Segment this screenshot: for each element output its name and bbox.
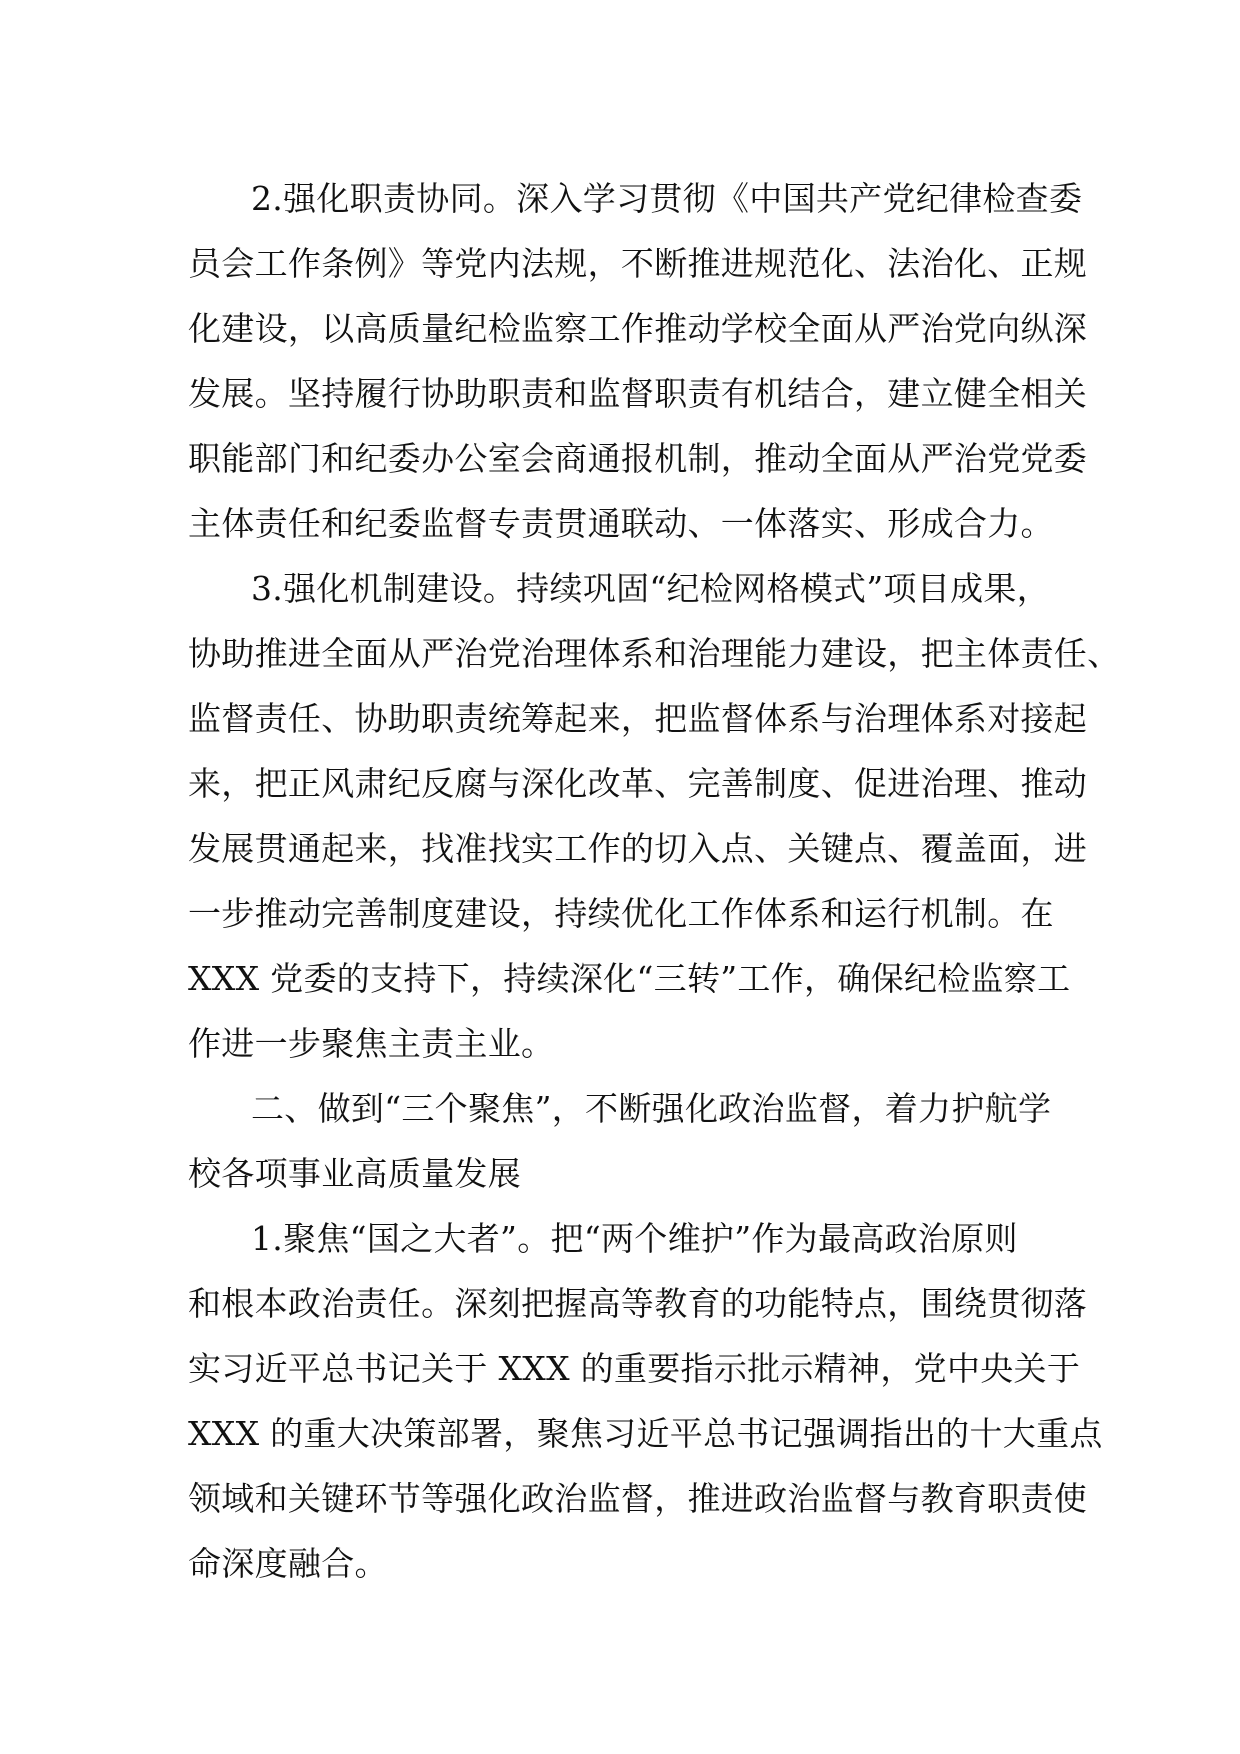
paragraph-line: 来，把正风肃纪反腐与深化改革、完善制度、促进治理、推动 [188,764,1088,803]
paragraph-line: 实习近平总书记关于 XXX 的重要指示批示精神，党中央关于 [188,1349,1081,1388]
paragraph-line: 作进一步聚焦主责主业。 [188,1024,555,1063]
paragraph-line: 3.强化机制建设。持续巩固“纪检网格模式”项目成果， [251,569,1051,608]
section-heading-line: 二、做到“三个聚焦”，不断强化政治监督，着力护航学 [251,1089,1052,1128]
paragraph-line: XXX 党委的支持下，持续深化“三转”工作，确保纪检监察工 [188,959,1071,998]
paragraph-line: 化建设，以高质量纪检监察工作推动学校全面从严治党向纵深 [188,309,1088,348]
paragraph-line: 员会工作条例》等党内法规，不断推进规范化、法治化、正规 [188,244,1088,283]
paragraph-line: 一步推动完善制度建设，持续优化工作体系和运行机制。在 [188,894,1054,933]
paragraph-line: 2.强化职责协同。深入学习贯彻《中国共产党纪律检查委 [251,179,1083,218]
paragraph-line: 发展贯通起来，找准找实工作的切入点、关键点、覆盖面，进 [188,829,1088,868]
paragraph-line: 和根本政治责任。深刻把握高等教育的功能特点，围绕贯彻落 [188,1284,1088,1323]
document-body [188,166,1121,1596]
paragraph-line: 主体责任和纪委监督专责贯通联动、一体落实、形成合力。 [188,504,1054,543]
paragraph-line: 发展。坚持履行协助职责和监督职责有机结合，建立健全相关 [188,374,1088,413]
paragraph-line: 领域和关键环节等强化政治监督，推进政治监督与教育职责使 [188,1479,1088,1518]
paragraph-line: 职能部门和纪委办公室会商通报机制，推动全面从严治党党委 [188,439,1088,478]
paragraph-line: 1.聚焦“国之大者”。把“两个维护”作为最高政治原则 [251,1219,1018,1258]
paragraph-line: 命深度融合。 [188,1544,388,1583]
paragraph-line: 监督责任、协助职责统筹起来，把监督体系与治理体系对接起 [188,699,1088,738]
paragraph-line: 协助推进全面从严治党治理体系和治理能力建设，把主体责任、 [188,634,1121,673]
paragraph-line: XXX 的重大决策部署，聚焦习近平总书记强调指出的十大重点 [188,1414,1103,1453]
section-heading-line: 校各项事业高质量发展 [188,1154,521,1193]
